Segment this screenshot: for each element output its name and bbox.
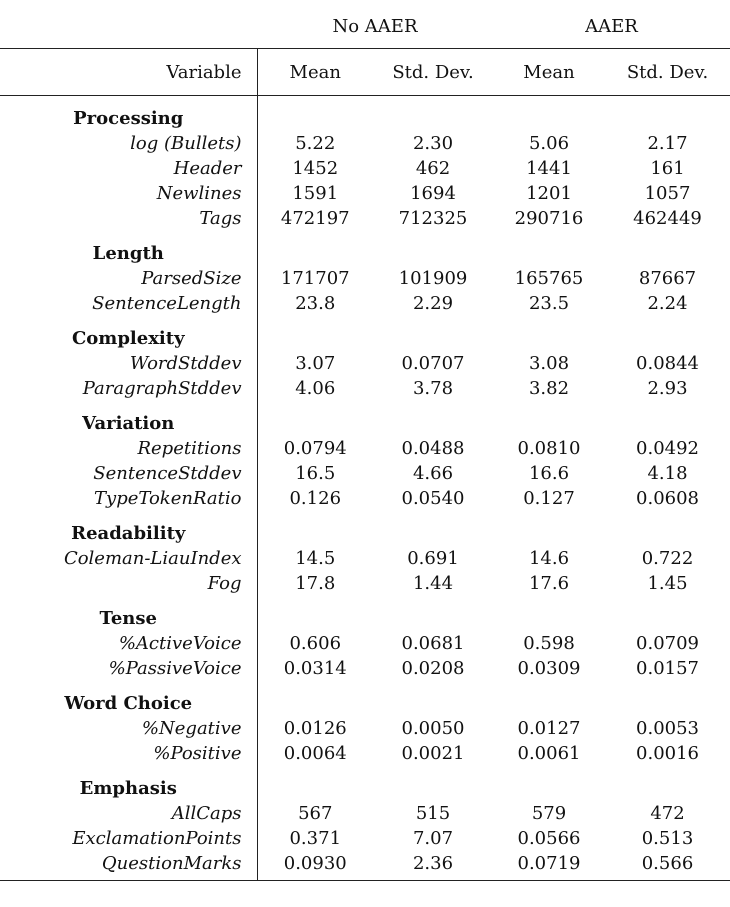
variable-name: %Negative: [0, 716, 257, 741]
empty-cell: [493, 96, 605, 132]
value-std-dev-no-aaer: 7.07: [412, 828, 454, 849]
value-std-dev-aaer: 1057: [644, 183, 691, 204]
value-std-dev-no-aaer: 462: [415, 158, 451, 179]
variable-name: WordStddev: [0, 351, 257, 376]
section-title: Length: [0, 231, 257, 266]
value-std-dev-aaer: 0.0844: [636, 353, 699, 374]
table-row: [0, 376, 730, 401]
value-std-dev-no-aaer: 101909: [398, 268, 468, 289]
empty-cell: [605, 401, 730, 436]
value-std-dev-aaer: 2.93: [647, 378, 688, 399]
group-header-row: [0, 12, 730, 49]
section-row: [0, 681, 730, 716]
value-std-dev-no-aaer: 712325: [398, 208, 468, 229]
empty-cell: [605, 96, 730, 132]
value-mean-no-aaer: 0.0930: [257, 851, 373, 881]
value-mean-aaer: 0.0127: [517, 718, 581, 739]
section-row: [0, 316, 730, 351]
empty-cell: [257, 401, 373, 436]
empty-cell: [373, 511, 493, 546]
value-std-dev-no-aaer: 0.0488: [401, 438, 465, 459]
section-row: [0, 596, 730, 631]
value-mean-no-aaer: 14.5: [295, 548, 336, 569]
empty-cell: [373, 401, 493, 436]
table-row: [0, 131, 730, 156]
value-mean-no-aaer: 5.22: [295, 133, 336, 154]
variable-name: Header: [0, 156, 257, 181]
variable-name: TypeTokenRatio: [0, 486, 257, 511]
value-std-dev-aaer: 0.0709: [636, 633, 699, 654]
value-std-dev-aaer: 0.0608: [636, 488, 699, 509]
value-mean-no-aaer: 171707: [280, 268, 350, 289]
section-row: [0, 766, 730, 801]
section-row: [0, 511, 730, 546]
value-std-dev-no-aaer: 0.0540: [401, 488, 465, 509]
value-std-dev-no-aaer: 0.0681: [401, 633, 465, 654]
group-header-blank: [0, 12, 257, 49]
value-mean-no-aaer: 0.0064: [283, 743, 347, 764]
value-mean-aaer: 16.6: [528, 463, 570, 484]
value-std-dev-no-aaer: 1694: [410, 183, 456, 204]
empty-cell: [373, 96, 493, 132]
value-mean-no-aaer: 23.8: [295, 293, 336, 314]
group-header-aaer: AAER: [493, 12, 730, 49]
value-std-dev-no-aaer: 2.29: [412, 293, 454, 314]
value-std-dev-aaer: 2.17: [647, 133, 688, 154]
variable-name: ParagraphStddev: [0, 376, 257, 401]
value-std-dev-aaer: 0.513: [641, 828, 694, 849]
value-std-dev-no-aaer: 0.0707: [401, 353, 465, 374]
value-mean-aaer: 290716: [514, 208, 584, 229]
variable-name: %ActiveVoice: [0, 631, 257, 656]
value-std-dev-aaer: 0.722: [641, 548, 694, 569]
variable-name: AllCaps: [0, 801, 257, 826]
table-row: [0, 206, 730, 231]
value-mean-aaer: 5.06: [528, 133, 570, 154]
value-mean-aaer: 14.6: [528, 548, 570, 569]
empty-cell: [605, 681, 730, 716]
table-row: [0, 716, 730, 741]
column-header-std-aaer: Std. Dev.: [605, 49, 730, 96]
table-row: [0, 156, 730, 181]
table-row: [0, 486, 730, 511]
value-std-dev-aaer: 0.566: [605, 851, 730, 881]
value-mean-no-aaer: 472197: [280, 208, 350, 229]
value-std-dev-aaer: 4.18: [647, 463, 688, 484]
section-title: Variation: [0, 401, 257, 436]
value-std-dev-aaer: 472: [650, 803, 685, 824]
statistics-table: [0, 12, 730, 881]
empty-cell: [257, 596, 373, 631]
value-mean-aaer: 0.0309: [517, 658, 581, 679]
table-row: [0, 461, 730, 486]
value-mean-aaer: 165765: [514, 268, 584, 289]
value-mean-aaer: 0.598: [523, 633, 575, 654]
value-std-dev-no-aaer: 3.78: [412, 378, 454, 399]
value-std-dev-aaer: 462449: [633, 208, 702, 229]
value-mean-no-aaer: 17.8: [295, 573, 336, 594]
value-mean-aaer: 23.5: [528, 293, 570, 314]
table-row: [0, 826, 730, 851]
value-std-dev-aaer: 1.45: [647, 573, 688, 594]
value-std-dev-aaer: 0.0492: [636, 438, 699, 459]
value-std-dev-aaer: 0.0016: [636, 743, 699, 764]
value-std-dev-no-aaer: 0.691: [407, 548, 459, 569]
section-title: Readability: [0, 511, 257, 546]
value-std-dev-aaer: 0.0157: [636, 658, 699, 679]
value-mean-no-aaer: 1591: [292, 183, 339, 204]
value-std-dev-no-aaer: 515: [415, 803, 451, 824]
column-header-mean-no-aaer: Mean: [257, 49, 373, 96]
value-mean-aaer: 0.127: [523, 488, 575, 509]
value-mean-no-aaer: 1452: [292, 158, 339, 179]
value-std-dev-no-aaer: 4.66: [412, 463, 454, 484]
table-row: [0, 631, 730, 656]
value-mean-aaer: 0.0719: [493, 851, 605, 881]
table-row: [0, 851, 730, 881]
empty-cell: [373, 231, 493, 266]
empty-cell: [493, 401, 605, 436]
table-row: [0, 266, 730, 291]
variable-name: Tags: [0, 206, 257, 231]
column-header-mean-aaer: Mean: [493, 49, 605, 96]
value-mean-aaer: 0.0810: [517, 438, 581, 459]
table-row: [0, 656, 730, 681]
value-mean-no-aaer: 16.5: [295, 463, 336, 484]
value-std-dev-no-aaer: 0.0208: [401, 658, 465, 679]
value-mean-aaer: 17.6: [528, 573, 570, 594]
value-mean-no-aaer: 567: [298, 803, 333, 824]
section-title: Emphasis: [0, 766, 257, 801]
value-mean-no-aaer: 0.0314: [283, 658, 347, 679]
value-mean-no-aaer: 3.07: [295, 353, 336, 374]
empty-cell: [257, 316, 373, 351]
section-row: [0, 401, 730, 436]
value-std-dev-no-aaer: 0.0021: [401, 743, 465, 764]
column-header-variable: Variable: [0, 49, 257, 96]
empty-cell: [605, 316, 730, 351]
variable-name: %Positive: [0, 741, 257, 766]
value-mean-aaer: 1441: [526, 158, 572, 179]
variable-name: Fog: [0, 571, 257, 596]
table-row: [0, 801, 730, 826]
table-row: [0, 741, 730, 766]
value-mean-no-aaer: 0.371: [289, 828, 342, 849]
value-std-dev-no-aaer: 1.44: [412, 573, 454, 594]
section-row: [0, 96, 730, 132]
value-std-dev-aaer: 87667: [638, 268, 697, 289]
empty-cell: [257, 511, 373, 546]
section-title: Tense: [0, 596, 257, 631]
table-row: [0, 436, 730, 461]
section-title: Word Choice: [0, 681, 257, 716]
column-header-std-no-aaer: Std. Dev.: [373, 49, 493, 96]
table-row: [0, 546, 730, 571]
value-mean-aaer: 0.0566: [517, 828, 581, 849]
value-std-dev-no-aaer: 2.30: [412, 133, 454, 154]
empty-cell: [373, 596, 493, 631]
variable-name: Newlines: [0, 181, 257, 206]
empty-cell: [493, 681, 605, 716]
value-std-dev-aaer: 0.0053: [636, 718, 699, 739]
section-row: [0, 231, 730, 266]
value-mean-no-aaer: 0.0126: [283, 718, 347, 739]
empty-cell: [257, 231, 373, 266]
empty-cell: [605, 596, 730, 631]
variable-name: QuestionMarks: [0, 851, 257, 881]
value-mean-no-aaer: 4.06: [295, 378, 336, 399]
empty-cell: [493, 596, 605, 631]
empty-cell: [493, 231, 605, 266]
empty-cell: [257, 766, 373, 801]
variable-name: log (Bullets): [0, 131, 257, 156]
value-mean-no-aaer: 0.0794: [283, 438, 347, 459]
value-mean-aaer: 3.82: [528, 378, 570, 399]
column-header-row: [0, 49, 730, 96]
value-std-dev-aaer: 161: [650, 158, 685, 179]
variable-name: SentenceLength: [0, 291, 257, 316]
variable-name: Coleman-LiauIndex: [0, 546, 257, 571]
empty-cell: [605, 231, 730, 266]
value-mean-aaer: 3.08: [528, 353, 570, 374]
empty-cell: [373, 766, 493, 801]
table-row: [0, 181, 730, 206]
empty-cell: [373, 681, 493, 716]
section-title: Processing: [0, 96, 257, 132]
value-mean-no-aaer: 0.126: [289, 488, 342, 509]
value-std-dev-no-aaer: 0.0050: [401, 718, 465, 739]
table-row: [0, 351, 730, 376]
value-mean-aaer: 0.0061: [517, 743, 581, 764]
value-std-dev-aaer: 2.24: [647, 293, 688, 314]
value-std-dev-no-aaer: 2.36: [373, 851, 493, 881]
value-mean-no-aaer: 0.606: [289, 633, 342, 654]
empty-cell: [257, 96, 373, 132]
variable-name: %PassiveVoice: [0, 656, 257, 681]
empty-cell: [257, 681, 373, 716]
empty-cell: [493, 511, 605, 546]
empty-cell: [493, 766, 605, 801]
variable-name: SentenceStddev: [0, 461, 257, 486]
empty-cell: [373, 316, 493, 351]
empty-cell: [493, 316, 605, 351]
empty-cell: [605, 511, 730, 546]
empty-cell: [605, 766, 730, 801]
table-row: [0, 291, 730, 316]
variable-name: Repetitions: [0, 436, 257, 461]
value-mean-aaer: 1201: [526, 183, 572, 204]
variable-name: ParsedSize: [0, 266, 257, 291]
variable-name: ExclamationPoints: [0, 826, 257, 851]
table-row: [0, 571, 730, 596]
section-title: Complexity: [0, 316, 257, 351]
group-header-no-aaer: No AAER: [257, 12, 493, 49]
value-mean-aaer: 579: [531, 803, 567, 824]
